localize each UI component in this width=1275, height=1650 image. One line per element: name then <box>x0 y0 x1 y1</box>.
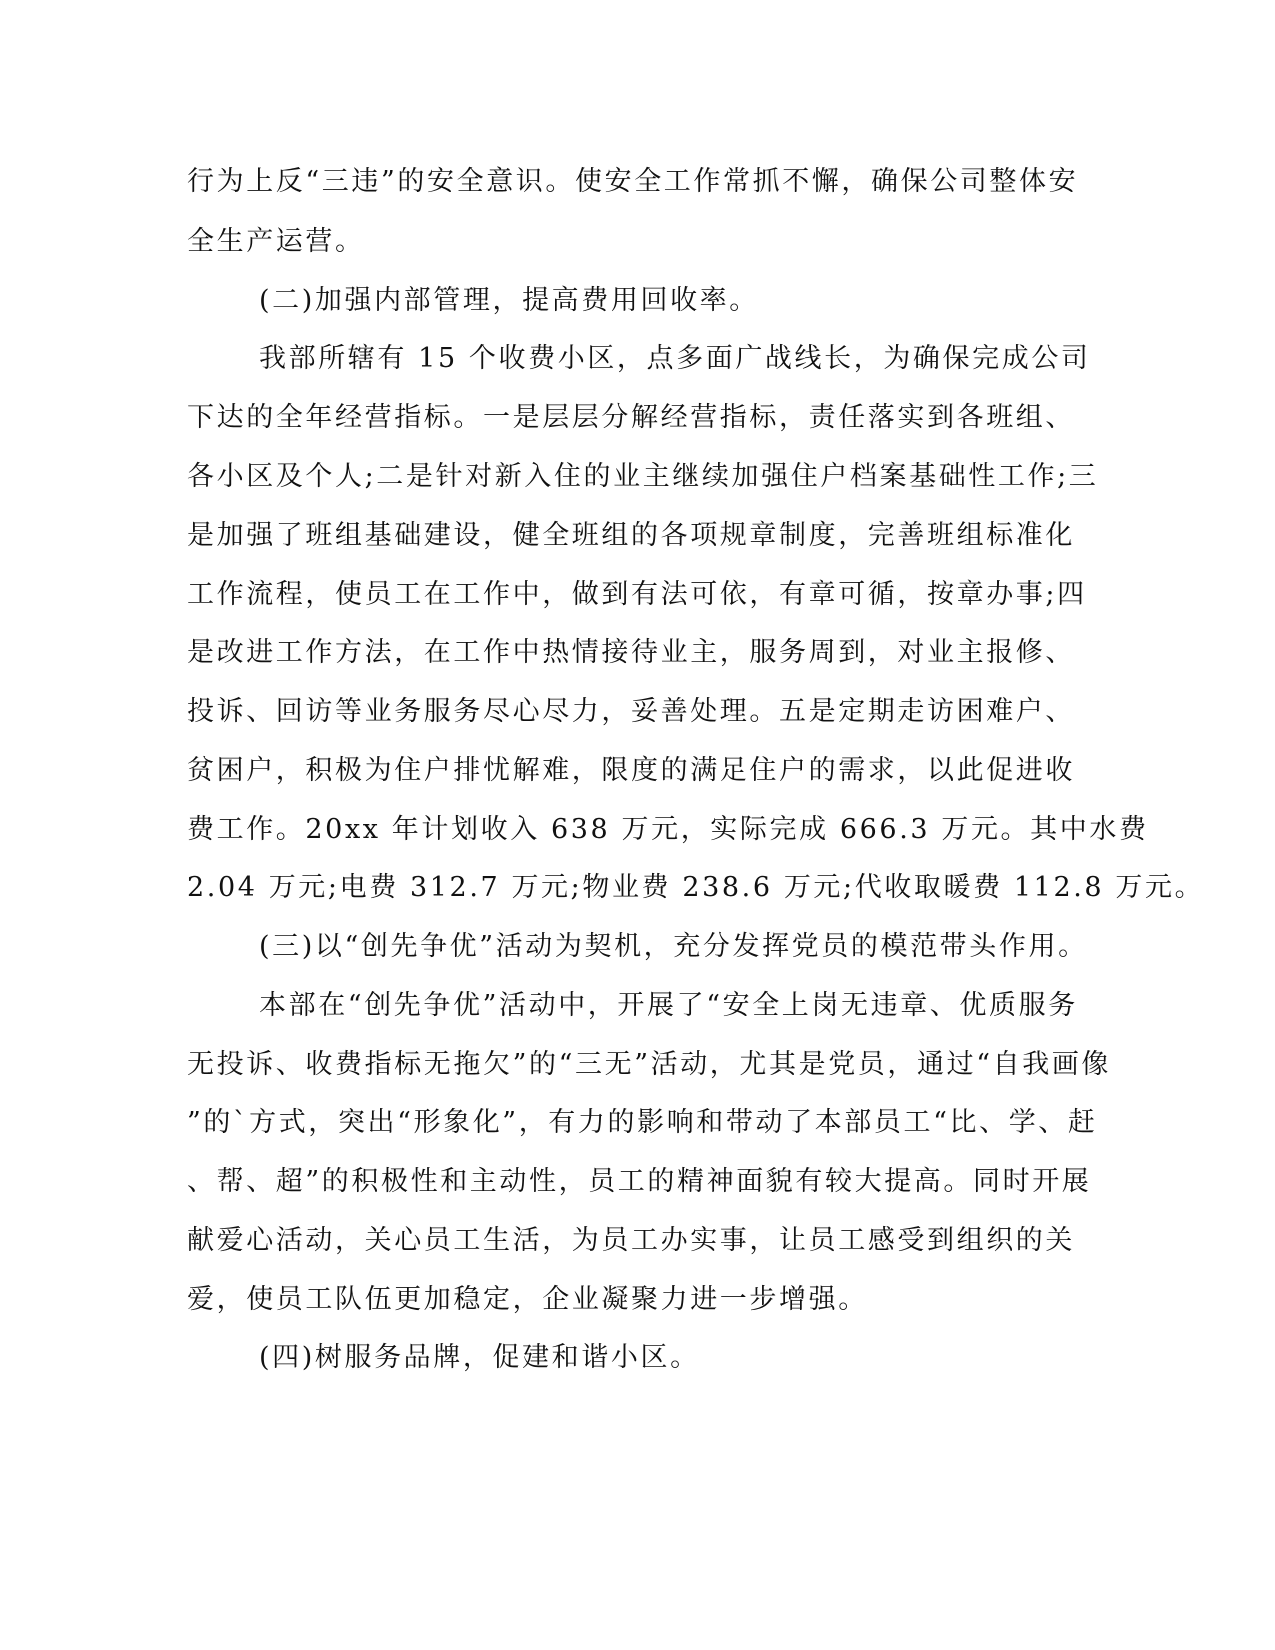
text-line: 费工作。20xx 年计划收入 638 万元，实际完成 666.3 万元。其中水费 <box>187 814 1149 845</box>
text-line: 是加强了班组基础建设，健全班组的各项规章制度，完善班组标准化 <box>187 520 1075 551</box>
text-line: 2.04 万元;电费 312.7 万元;物业费 238.6 万元;代收取暖费 112.8 万元。 <box>187 872 1205 903</box>
text-line: 投诉、回访等业务服务尽心尽力，妥善处理。五是定期走访困难户、 <box>187 696 1075 727</box>
text-line: 下达的全年经营指标。一是层层分解经营指标，责任落实到各班组、 <box>187 402 1075 433</box>
text-line: ”的`方式，突出“形象化”，有力的影响和带动了本部员工“比、学、赶 <box>187 1107 1098 1138</box>
text-line: 是改进工作方法，在工作中热情接待业主，服务周到，对业主报修、 <box>187 637 1075 668</box>
text-line: 贫困户，积极为住户排忧解难，限度的满足住户的需求，以此促进收 <box>187 755 1075 786</box>
paragraph-first-line: 我部所辖有 15 个收费小区，点多面广战线长，为确保完成公司 <box>259 343 1091 374</box>
text-line: 行为上反“三违”的安全意识。使安全工作常抓不懈，确保公司整体安 <box>187 166 1079 197</box>
text-line: 爱，使员工队伍更加稳定，企业凝聚力进一步增强。 <box>187 1284 868 1315</box>
section-heading: (三)以“创先争优”活动为契机，充分发挥党员的模范带头作用。 <box>259 931 1088 962</box>
text-line: 无投诉、收费指标无拖欠”的“三无”活动，尤其是党员，通过“自我画像 <box>187 1049 1112 1080</box>
text-line: 各小区及个人;二是针对新入住的业主继续加强住户档案基础性工作;三 <box>187 461 1099 492</box>
paragraph-first-line: 本部在“创先争优”活动中，开展了“安全上岗无违章、优质服务 <box>259 990 1078 1021</box>
section-heading: (四)树服务品牌，促建和谐小区。 <box>259 1342 700 1373</box>
text-line: 全生产运营。 <box>187 226 365 257</box>
text-line: 、帮、超”的积极性和主动性，员工的精神面貌有较大提高。同时开展 <box>187 1166 1092 1197</box>
section-heading: (二)加强内部管理，提高费用回收率。 <box>259 285 759 316</box>
text-line: 工作流程，使员工在工作中，做到有法可依，有章可循，按章办事;四 <box>187 579 1087 610</box>
text-line: 献爱心活动，关心员工生活，为员工办实事，让员工感受到组织的关 <box>187 1225 1075 1256</box>
